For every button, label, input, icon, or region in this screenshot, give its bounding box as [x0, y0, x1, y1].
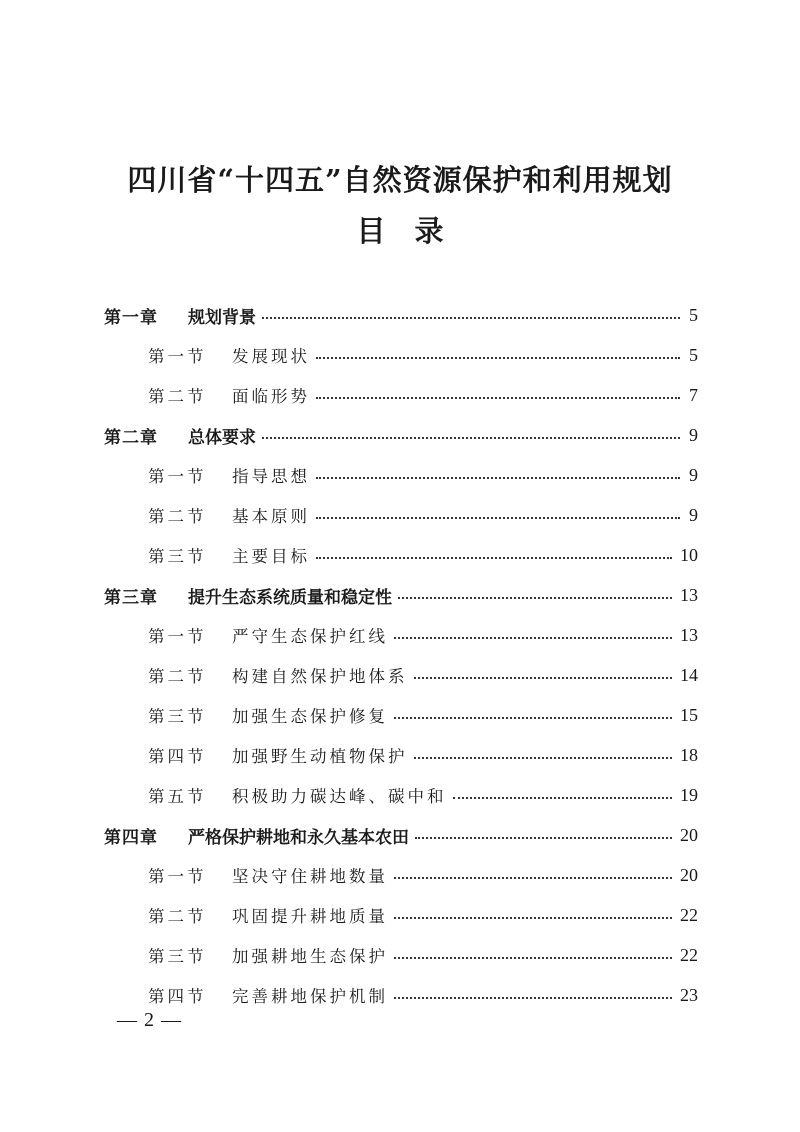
section-number: 第四节	[148, 987, 207, 1006]
dot-leader	[398, 597, 672, 599]
section-title: 面临形势	[232, 387, 310, 406]
section-title: 构建自然保护地体系	[232, 667, 408, 686]
section-title: 基本原则	[232, 507, 310, 526]
section-title: 发展现状	[232, 347, 310, 366]
section-number: 第三节	[148, 947, 207, 966]
page-reference: 18	[680, 744, 698, 765]
chapter-title: 规划背景	[188, 307, 256, 328]
dot-leader	[316, 557, 672, 559]
toc-chapter-entry[interactable]	[104, 815, 698, 855]
toc-section-entry[interactable]	[104, 535, 698, 575]
dot-leader	[414, 757, 673, 759]
section-number: 第一节	[148, 467, 207, 486]
toc-section-entry[interactable]	[104, 615, 698, 655]
toc-section-entry[interactable]	[104, 895, 698, 935]
page-reference: 7	[689, 384, 698, 405]
table-of-contents	[104, 295, 698, 1015]
dot-leader	[316, 477, 680, 479]
page-reference: 9	[689, 424, 698, 445]
chapter-title: 严格保护耕地和永久基本农田	[188, 827, 409, 848]
document-title: 四川省“十四五”自然资源保护和利用规划	[127, 163, 673, 197]
page-reference: 14	[680, 664, 698, 685]
page-reference: 20	[680, 824, 698, 845]
section-number: 第四节	[148, 747, 207, 766]
toc-section-entry[interactable]	[104, 495, 698, 535]
dot-leader	[453, 797, 673, 799]
section-title: 巩固提升耕地质量	[232, 907, 388, 926]
toc-section-entry[interactable]	[104, 335, 698, 375]
dot-leader	[262, 317, 680, 319]
section-title: 坚决守住耕地数量	[232, 867, 388, 886]
section-number: 第二节	[148, 667, 207, 686]
chapter-title: 提升生态系统质量和稳定性	[188, 587, 392, 608]
toc-chapter-entry[interactable]	[104, 415, 698, 455]
dot-leader	[394, 637, 672, 639]
page-reference: 23	[680, 984, 698, 1005]
toc-section-entry[interactable]	[104, 935, 698, 975]
section-title: 严守生态保护红线	[232, 627, 388, 646]
section-number: 第二节	[148, 387, 207, 406]
page-reference: 5	[689, 344, 698, 365]
section-title: 积极助力碳达峰、碳中和	[232, 787, 447, 806]
page-number: — 2 —	[117, 1009, 182, 1031]
section-title: 指导思想	[232, 467, 310, 486]
section-number: 第三节	[148, 547, 207, 566]
dot-leader	[316, 357, 680, 359]
chapter-title: 总体要求	[188, 427, 256, 448]
page-reference: 20	[680, 864, 698, 885]
dot-leader	[394, 997, 672, 999]
toc-section-entry[interactable]	[104, 975, 698, 1015]
section-number: 第一节	[148, 347, 207, 366]
chapter-number: 第二章	[104, 427, 158, 448]
chapter-number: 第四章	[104, 827, 158, 848]
chapter-number: 第三章	[104, 587, 158, 608]
section-title: 加强生态保护修复	[232, 707, 388, 726]
section-title: 加强耕地生态保护	[232, 947, 388, 966]
page-reference: 19	[680, 784, 698, 805]
page-reference: 9	[689, 504, 698, 525]
dot-leader	[394, 877, 672, 879]
page-reference: 9	[689, 464, 698, 485]
section-number: 第一节	[148, 627, 207, 646]
page-reference: 13	[680, 584, 698, 605]
page-reference: 15	[680, 704, 698, 725]
dot-leader	[316, 517, 680, 519]
toc-section-entry[interactable]	[104, 735, 698, 775]
dot-leader	[415, 837, 672, 839]
dot-leader	[394, 957, 672, 959]
toc-section-entry[interactable]	[104, 375, 698, 415]
page-reference: 13	[680, 624, 698, 645]
toc-heading: 目 录	[356, 214, 444, 248]
section-number: 第二节	[148, 907, 207, 926]
section-number: 第五节	[148, 787, 207, 806]
toc-section-entry[interactable]	[104, 455, 698, 495]
chapter-number: 第一章	[104, 307, 158, 328]
toc-chapter-entry[interactable]	[104, 575, 698, 615]
page-reference: 10	[680, 544, 698, 565]
toc-chapter-entry[interactable]	[104, 295, 698, 335]
toc-section-entry[interactable]	[104, 855, 698, 895]
section-number: 第三节	[148, 707, 207, 726]
section-title: 完善耕地保护机制	[232, 987, 388, 1006]
dot-leader	[394, 917, 672, 919]
section-number: 第二节	[148, 507, 207, 526]
toc-section-entry[interactable]	[104, 695, 698, 735]
toc-section-entry[interactable]	[104, 655, 698, 695]
dot-leader	[316, 397, 680, 399]
section-title: 主要目标	[232, 547, 310, 566]
dot-leader	[262, 437, 680, 439]
dot-leader	[414, 677, 673, 679]
toc-section-entry[interactable]	[104, 775, 698, 815]
page-reference: 22	[680, 904, 698, 925]
section-title: 加强野生动植物保护	[232, 747, 408, 766]
page-reference: 22	[680, 944, 698, 965]
section-number: 第一节	[148, 867, 207, 886]
page-reference: 5	[689, 304, 698, 325]
dot-leader	[394, 717, 672, 719]
